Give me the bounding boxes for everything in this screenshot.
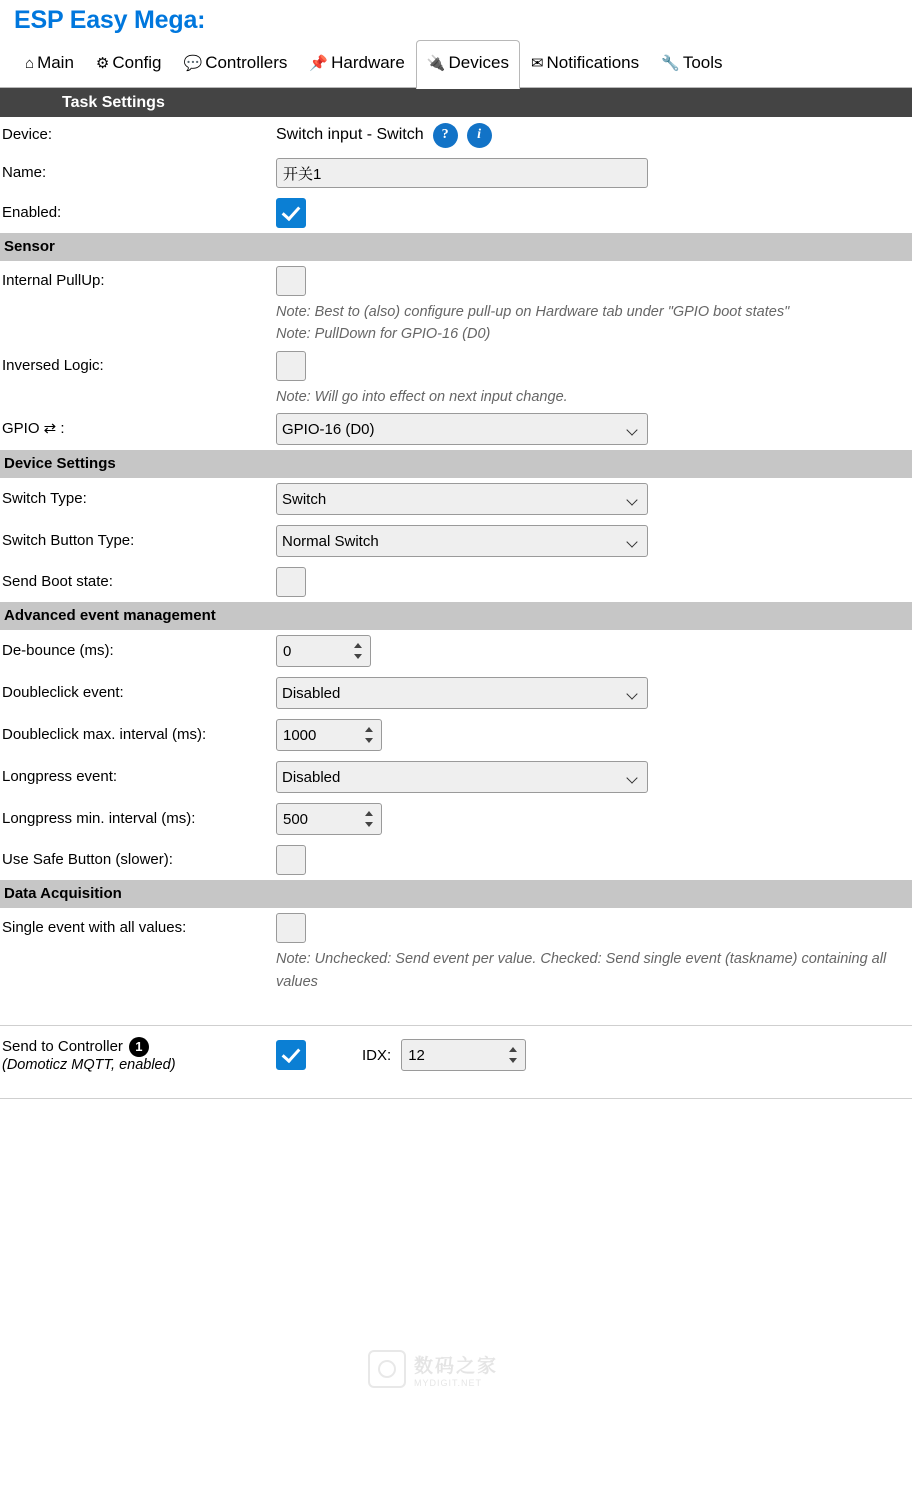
send-boot-state-label: Send Boot state: [2, 573, 113, 591]
note-single-event: Note: Unchecked: Send event per value. Checked: Send single event (taskname) containing all values [276, 951, 887, 990]
gpio-label: GPIO ⇄ : [2, 420, 65, 438]
info-icon[interactable]: i [467, 123, 492, 148]
safe-button-checkbox[interactable] [276, 845, 306, 875]
divider-bottom [0, 1098, 912, 1099]
device-value: Switch input - Switch [276, 126, 424, 143]
device-label: Device: [2, 126, 53, 143]
gpio-select-wrapper [276, 413, 648, 445]
watermark [368, 1347, 568, 1391]
page-title: ESP Easy Mega: [14, 6, 206, 34]
inversed-logic-label: Inversed Logic: [2, 356, 104, 374]
tab-tools[interactable] [650, 40, 733, 89]
tab-main[interactable] [14, 40, 85, 89]
home-icon: ⌂ [25, 55, 35, 72]
doubleclick-interval-stepper-wrapper [276, 719, 382, 751]
send-boot-state-checkbox[interactable] [276, 567, 306, 597]
name-input[interactable] [276, 158, 648, 188]
task-settings-header: Task Settings [0, 88, 912, 117]
enabled-checkbox[interactable] [276, 198, 306, 228]
doubleclick-interval-label: Doubleclick max. interval (ms): [2, 726, 207, 744]
tab-tools-label: Tools [682, 53, 723, 72]
longpress-interval-row [0, 798, 912, 840]
advanced-section-header: Advanced event management [0, 602, 912, 630]
tab-controllers[interactable] [173, 40, 299, 89]
inversed-logic-row [0, 346, 912, 386]
watermark-line2: MYDIGIT.NET [414, 1377, 483, 1388]
enabled-row [0, 193, 912, 233]
watermark-line1: 数码之家 [414, 1355, 499, 1377]
chat-icon: 💬 [183, 55, 203, 72]
single-event-label: Single event with all values: [2, 919, 187, 937]
plug-icon: 🔌 [426, 55, 446, 72]
doubleclick-interval-input[interactable] [276, 719, 382, 751]
doubleclick-event-select[interactable] [276, 677, 648, 709]
switch-type-row [0, 478, 912, 520]
longpress-event-row [0, 756, 912, 798]
tab-config-label: Config [112, 53, 162, 72]
sensor-section-header: Sensor [0, 233, 912, 261]
doubleclick-interval-row [0, 714, 912, 756]
longpress-interval-label: Longpress min. interval (ms): [2, 810, 196, 828]
send-to-controller-label-block [0, 1037, 276, 1074]
internal-pullup-row [0, 261, 912, 301]
idx-input[interactable] [401, 1039, 526, 1071]
note-inversed-logic: Note: Will go into effect on next input change. [276, 388, 568, 405]
tab-main-label: Main [37, 53, 74, 72]
send-boot-state-row [0, 562, 912, 602]
single-event-checkbox[interactable] [276, 913, 306, 943]
longpress-interval-input[interactable] [276, 803, 382, 835]
watermark-logo-icon [368, 1350, 406, 1388]
tab-config[interactable] [85, 40, 173, 89]
send-to-controller-row [0, 1026, 912, 1084]
tab-notifications-label: Notifications [546, 53, 640, 72]
debounce-row [0, 630, 912, 672]
doubleclick-event-label: Doubleclick event: [2, 684, 124, 702]
tab-hardware[interactable] [298, 40, 415, 89]
tab-devices[interactable] [416, 40, 520, 89]
device-row [0, 117, 912, 153]
help-icon[interactable]: ? [433, 123, 458, 148]
tab-hardware-label: Hardware [331, 53, 405, 72]
note-pullup: Note: Best to (also) configure pull-up on Hardware tab under "GPIO boot states" [276, 304, 790, 320]
doubleclick-event-row [0, 672, 912, 714]
send-to-controller-checkbox[interactable] [276, 1040, 306, 1070]
wrench-icon: 🔧 [661, 55, 680, 72]
gpio-row [0, 408, 912, 450]
pin-icon: 📌 [309, 55, 329, 72]
name-label: Name: [2, 164, 47, 181]
switch-button-type-row [0, 520, 912, 562]
longpress-event-select[interactable] [276, 761, 648, 793]
doubleclick-event-select-wrapper [276, 677, 648, 709]
debounce-label: De-bounce (ms): [2, 642, 114, 660]
gpio-select[interactable] [276, 413, 648, 445]
single-event-row [0, 908, 912, 948]
longpress-event-select-wrapper [276, 761, 648, 793]
switch-type-select[interactable] [276, 483, 648, 515]
tab-controllers-label: Controllers [205, 53, 288, 72]
send-to-controller-sub: (Domoticz MQTT, enabled) [2, 1057, 176, 1073]
inversed-logic-checkbox[interactable] [276, 351, 306, 381]
internal-pullup-checkbox[interactable] [276, 266, 306, 296]
device-settings-section-header: Device Settings [0, 450, 912, 478]
send-to-controller-label: Send to Controller [2, 1037, 123, 1055]
switch-type-label: Switch Type: [2, 490, 87, 508]
switch-button-type-select-wrapper [276, 525, 648, 557]
switch-type-select-wrapper [276, 483, 648, 515]
longpress-event-label: Longpress event: [2, 768, 118, 786]
debounce-stepper-wrapper [276, 635, 371, 667]
note-pulldown: Note: PullDown for GPIO-16 (D0) [276, 326, 491, 343]
longpress-interval-stepper-wrapper [276, 803, 382, 835]
idx-stepper-wrapper [401, 1039, 526, 1071]
switch-button-type-label: Switch Button Type: [2, 532, 135, 550]
safe-button-row [0, 840, 912, 880]
data-acquisition-section-header: Data Acquisition [0, 880, 912, 908]
gear-icon: ⚙ [95, 55, 110, 72]
controller-number-badge: 1 [129, 1037, 149, 1057]
name-row [0, 153, 912, 193]
tab-notifications[interactable] [520, 40, 650, 89]
debounce-input[interactable] [276, 635, 371, 667]
tab-devices-label: Devices [448, 53, 509, 72]
idx-label: IDX: [362, 1046, 392, 1064]
switch-button-type-select[interactable] [276, 525, 648, 557]
enabled-label: Enabled: [2, 204, 62, 221]
internal-pullup-label: Internal PullUp: [2, 272, 105, 289]
mail-icon: ✉ [530, 55, 544, 72]
tab-bar [0, 39, 912, 88]
safe-button-label: Use Safe Button (slower): [2, 851, 173, 869]
